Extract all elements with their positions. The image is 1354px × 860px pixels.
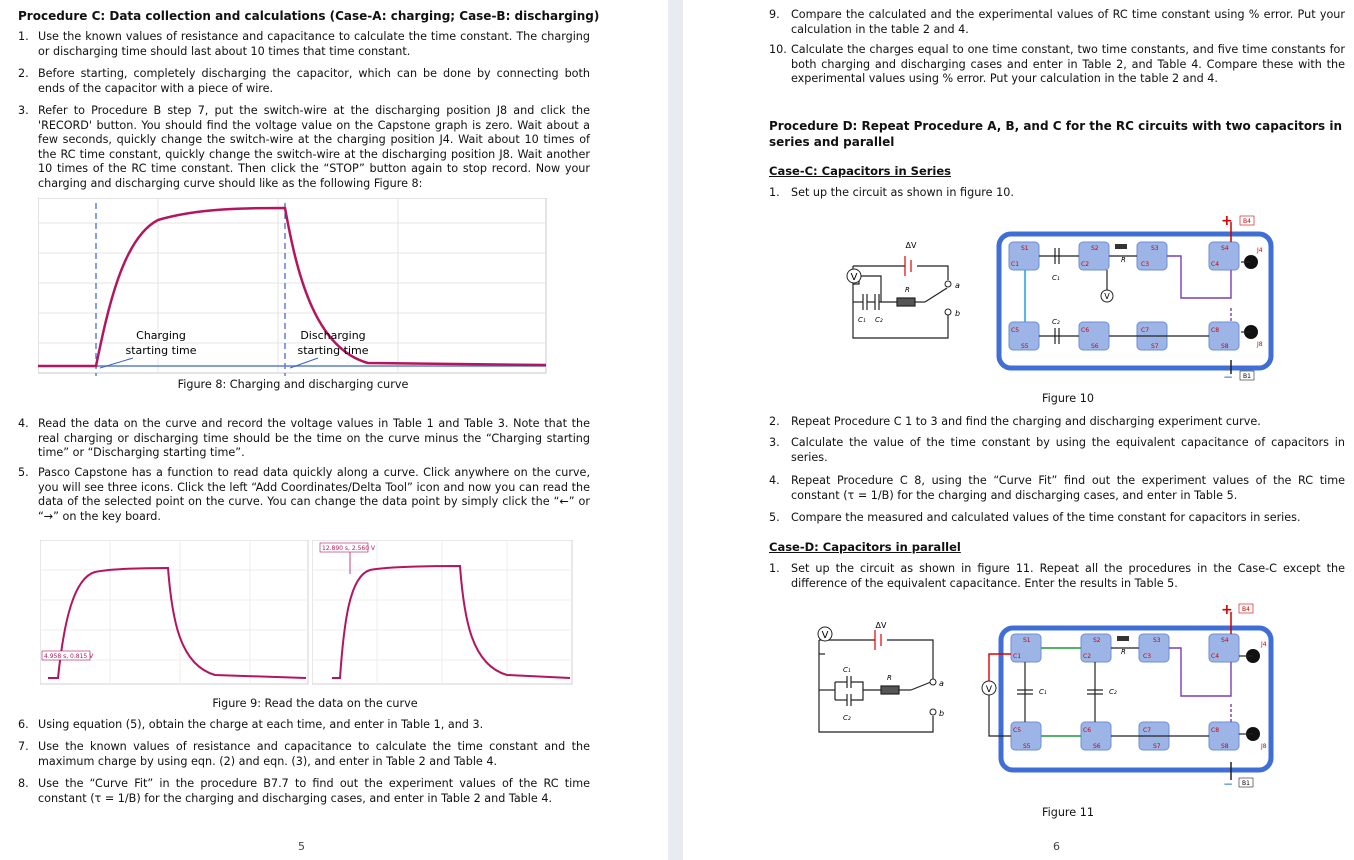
svg-text:C3: C3: [1141, 261, 1150, 268]
fig11-breadboard: [965, 598, 1315, 792]
svg-text:S6: S6: [1091, 343, 1099, 350]
fig10-breadboard: [995, 208, 1315, 386]
fig8-label-charging: Charging: [136, 329, 186, 342]
svg-text:S2: S2: [1093, 637, 1101, 644]
svg-text:S6: S6: [1093, 743, 1101, 750]
svg-text:C6: C6: [1081, 327, 1090, 334]
svg-text:S7: S7: [1153, 743, 1161, 750]
svg-text:S8: S8: [1221, 343, 1229, 350]
figure-11-caption: Figure 11: [1042, 806, 1094, 819]
fig8-frame: [38, 198, 546, 373]
svg-text:C8: C8: [1211, 727, 1220, 734]
svg-text:C2: C2: [1081, 261, 1090, 268]
svg-text:S3: S3: [1151, 245, 1159, 252]
svg-text:C1: C1: [1011, 261, 1020, 268]
svg-text:C₁: C₁: [1052, 274, 1060, 282]
svg-text:S8: S8: [1221, 743, 1229, 750]
step-10: 10. Calculate the charges equal to one time constant, two time constants, and five time constants for both charging and discharging cases and enter in Table 2, and Table 4. Compare these with the experimental values using % error. Put your calculation in the table 2 and 4.: [769, 43, 1345, 86]
figure-8-chart: [38, 198, 548, 378]
page-number-6: 6: [1053, 840, 1060, 853]
fig9-left-tag: 4.958 s, 0.815 V: [44, 653, 94, 660]
figure-8-caption: Figure 8: Charging and discharging curve: [177, 378, 409, 391]
case-d-title: Case-D: Capacitors in parallel: [769, 540, 961, 554]
case-d-step-1: 1. Set up the circuit as shown in figure 11. Repeat all the procedures in the Case-C except the difference of the equivalent capacitance. Enter the results in Table 5.: [769, 562, 1345, 590]
figure-10-caption: Figure 10: [1042, 392, 1094, 405]
case-c-step-2: 2. Repeat Procedure C 1 to 3 and find the charging and discharging experiment curve.: [769, 415, 1261, 428]
svg-text:S3: S3: [1153, 637, 1161, 644]
svg-text:S4: S4: [1221, 637, 1229, 644]
svg-text:C2: C2: [1083, 653, 1092, 660]
svg-text:C7: C7: [1143, 727, 1152, 734]
svg-text:C₁: C₁: [858, 316, 866, 324]
step-1: 1. Use the known values of resistance and capacitance to calculate the time constant. The charging or discharging time should last about 10 times that time constant.: [18, 30, 590, 58]
page-number-5: 5: [298, 840, 305, 853]
figure-9-caption: Figure 9: Read the data on the curve: [212, 697, 418, 710]
svg-text:J4: J4: [1261, 641, 1267, 648]
svg-text:B1: B1: [1243, 373, 1251, 380]
svg-text:a: a: [955, 281, 960, 290]
svg-text:C6: C6: [1083, 727, 1092, 734]
svg-text:C8: C8: [1211, 327, 1220, 334]
svg-text:−: −: [1223, 370, 1234, 384]
svg-text:a: a: [939, 679, 944, 688]
svg-text:B4: B4: [1242, 606, 1250, 613]
step-5: 5. Pasco Capstone has a function to read data quickly along a curve. Click anywhere on the curve, you will see three icons. Click the left “Add Coordinates/Delta Tool” icon and now you can read the data of the selected point on the curve. You can change the data point by simply click the “←” or “→” on the key board.: [18, 466, 590, 523]
svg-text:S5: S5: [1023, 743, 1031, 750]
page-6: [683, 0, 1354, 860]
svg-text:C₂: C₂: [875, 316, 883, 324]
svg-text:C7: C7: [1141, 327, 1150, 334]
svg-text:ΔV: ΔV: [905, 241, 917, 250]
svg-text:C₂: C₂: [843, 714, 851, 722]
svg-text:C5: C5: [1011, 327, 1020, 334]
figure-9-chart-right: [312, 540, 574, 685]
fig8-label-discharging: Discharging: [300, 329, 366, 342]
svg-text:B4: B4: [1243, 218, 1251, 225]
svg-text:ΔV: ΔV: [875, 621, 887, 630]
step-4: 4. Read the data on the curve and record the voltage values in Table 1 and Table 3. Note that the real charging or discharging time should be the time on the curve minus the “Charging starting time” or “Discharging starting time”.: [18, 417, 590, 460]
svg-text:R: R: [887, 674, 892, 682]
svg-text:C₂: C₂: [1052, 318, 1060, 326]
svg-text:S7: S7: [1151, 343, 1159, 350]
fig8-label-charging-2: starting time: [125, 344, 197, 357]
svg-text:V: V: [985, 685, 993, 695]
svg-text:J8: J8: [1261, 743, 1267, 750]
fig10-schematic: [833, 236, 973, 346]
svg-text:J4: J4: [1257, 247, 1263, 254]
svg-text:V: V: [821, 630, 829, 641]
svg-text:R: R: [1121, 256, 1126, 264]
step-3: 3. Refer to Procedure B step 7, put the switch-wire at the discharging position J8 and click the 'RECORD' button. You should find the voltage value on the Capstone graph is zero. Wait about a few seconds, quickly change the switch-wire at the charging position J4. Wait about 10 times of the RC time constant, quickly change the switch-wire at the discharging position J8. Wait another 10 times of the RC time constant. Then click the “STOP” button again to stop record. Now your charging and discharging curve should like as the following Figure 8:: [18, 104, 590, 190]
case-c-step-1: 1. Set up the circuit as shown in figure 10.: [769, 186, 1014, 199]
svg-text:C₁: C₁: [843, 666, 851, 674]
svg-text:B1: B1: [1242, 780, 1250, 787]
svg-text:C4: C4: [1211, 653, 1220, 660]
svg-text:V: V: [850, 272, 858, 283]
step-8: 8. Use the “Curve Fit” in the procedure B7.7 to find out the experiment values of the RC time constant (τ = 1/B) for the charging and discharging cases, and enter in Table 2 and Table 4.: [18, 777, 590, 805]
fig9-right-tag: 12.890 s, 2.560 V: [322, 545, 376, 552]
page-5: [0, 0, 668, 860]
svg-text:−: −: [1223, 777, 1234, 791]
step-9: 9. Compare the calculated and the experimental values of RC time constant using % error. Put your calculation in the table 2 and 4.: [769, 8, 1345, 36]
svg-text:J8: J8: [1257, 341, 1263, 348]
figure-9-chart-left: [40, 540, 310, 685]
step-7: 7. Use the known values of resistance and capacitance to calculate the time constant and the maximum charge by using eqn. (2) and eqn. (3), and enter in Table 2 and Table 4.: [18, 740, 590, 768]
svg-text:S1: S1: [1021, 245, 1029, 252]
step-6: 6. Using equation (5), obtain the charge at each time, and enter in Table 1, and 3.: [18, 718, 484, 731]
svg-text:+: +: [1221, 213, 1233, 229]
case-c-step-3: 3. Calculate the value of the time constant by using the equivalent capacitance of capacitors in series.: [769, 436, 1345, 464]
svg-text:C₁: C₁: [1039, 688, 1047, 696]
case-c-step-4: 4. Repeat Procedure C 8, using the “Curve Fit” find out the experiment values of the RC time constant (τ = 1/B) for the charging and discharging cases, and enter in Table 5.: [769, 474, 1345, 502]
svg-text:S1: S1: [1023, 637, 1031, 644]
procedure-d-heading: Procedure D: Repeat Procedure A, B, and C for the RC circuits with two capacitors in series and parallel: [769, 119, 1342, 149]
svg-text:C5: C5: [1013, 727, 1022, 734]
case-c-title: Case-C: Capacitors in Series: [769, 164, 952, 178]
svg-text:V: V: [1104, 292, 1110, 301]
svg-text:R: R: [1121, 648, 1126, 656]
step-2: 2. Before starting, completely discharging the capacitor, which can be done by connecting both ends of the capacitor with a piece of wire.: [18, 67, 590, 95]
svg-text:S4: S4: [1221, 245, 1229, 252]
svg-text:S5: S5: [1021, 343, 1029, 350]
svg-text:R: R: [905, 286, 910, 294]
svg-text:C₂: C₂: [1109, 688, 1117, 696]
svg-text:C3: C3: [1143, 653, 1152, 660]
procedure-c-heading: Procedure C: Data collection and calculations (Case-A: charging; Case-B: discharging): [18, 9, 600, 23]
fig11-schematic: [811, 620, 961, 740]
case-c-step-5: 5. Compare the measured and calculated values of the time constant for capacitors in series.: [769, 511, 1301, 524]
svg-text:S2: S2: [1091, 245, 1099, 252]
svg-text:b: b: [939, 709, 945, 718]
svg-text:+: +: [1221, 602, 1233, 618]
fig8-label-discharging-2: starting time: [297, 344, 369, 357]
svg-text:b: b: [955, 309, 961, 318]
svg-text:C4: C4: [1211, 261, 1220, 268]
svg-text:C1: C1: [1013, 653, 1022, 660]
